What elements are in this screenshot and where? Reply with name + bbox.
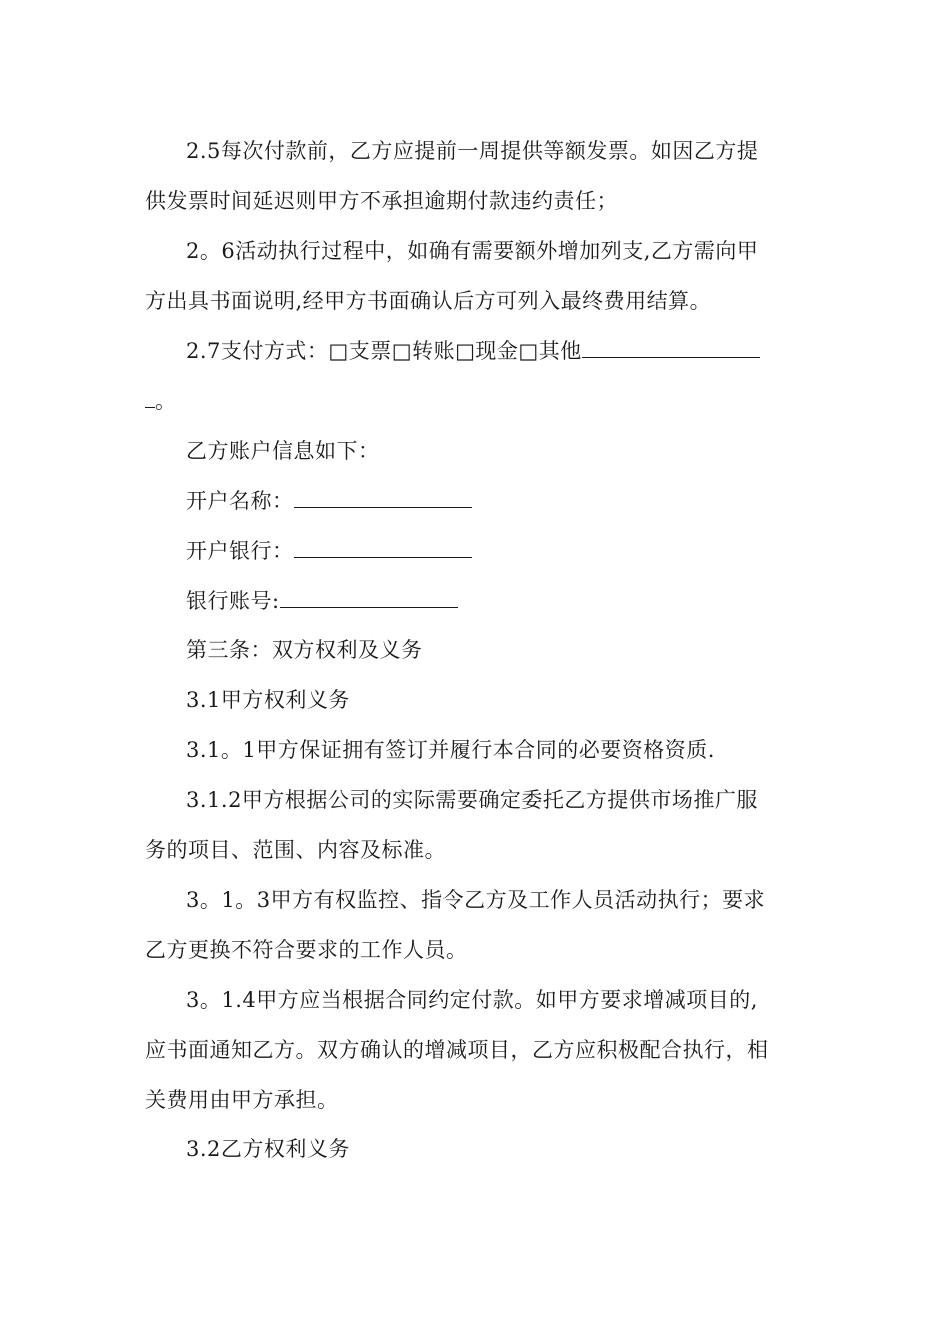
clause-3-1-4-line-1: 3。1.4甲方应当根据合同约定付款。如甲方要求增减项目的, — [186, 988, 758, 1012]
section-3-1-title: 3.1甲方权利义务 — [186, 688, 350, 712]
account-number-blank — [280, 587, 458, 608]
clause-2-6-line-1: 2。6活动执行过程中，如确有需要额外增加列支,乙方需向甲 — [186, 239, 759, 263]
account-bank-row — [186, 537, 472, 565]
clause-2-7-line-2 — [145, 387, 177, 415]
payment-line-end: 。 — [155, 389, 177, 413]
account-number-row — [186, 587, 458, 615]
clause-2-5-line-1: 2.5每次付款前，乙方应提前一周提供等额发票。如因乙方提 — [186, 139, 759, 163]
clause-2-6-line-2: 方出具书面说明,经甲方书面确认后方可列入最终费用结算。 — [145, 289, 712, 313]
account-bank-label: 开户银行： — [186, 539, 294, 563]
payment-method-text: 2.7支付方式：□支票□转账□现金□其他 — [186, 339, 582, 363]
account-bank-blank — [294, 537, 472, 558]
section-3-2-title: 3.2乙方权利义务 — [186, 1137, 350, 1161]
clause-3-1-4-line-2: 应书面通知乙方。双方确认的增减项目，乙方应积极配合执行，相 — [145, 1038, 769, 1062]
clause-2-5-line-2: 供发票时间延迟则甲方不承担逾期付款违约责任； — [145, 189, 618, 213]
clause-3-1-2-line-2: 务的项目、范围、内容及标准。 — [145, 838, 446, 862]
account-number-label: 银行账号: — [186, 589, 280, 613]
clause-3-1-3-line-1: 3。1。3甲方有权监控、指令乙方及工作人员活动执行；要求 — [186, 888, 766, 912]
clause-3-1-3-line-2: 乙方更换不符合要求的工作人员。 — [145, 938, 468, 962]
clause-3-1-4-line-3: 关费用由甲方承担。 — [145, 1088, 339, 1112]
clause-3-1-2-line-1: 3.1.2甲方根据公司的实际需要确定委托乙方提供市场推广服 — [186, 788, 758, 812]
payment-other-blank-continued — [145, 387, 155, 408]
account-name-blank — [294, 487, 472, 508]
account-name-label: 开户名称： — [186, 489, 294, 513]
clause-3-1-1: 3.1。1甲方保证拥有签订并履行本合同的必要资格资质. — [186, 738, 715, 762]
account-name-row — [186, 487, 472, 515]
article-3-title: 第三条：双方权利及义务 — [186, 638, 423, 662]
payment-other-blank — [582, 337, 760, 358]
clause-2-7-line-1 — [186, 337, 760, 365]
account-intro: 乙方账户信息如下： — [186, 439, 380, 463]
